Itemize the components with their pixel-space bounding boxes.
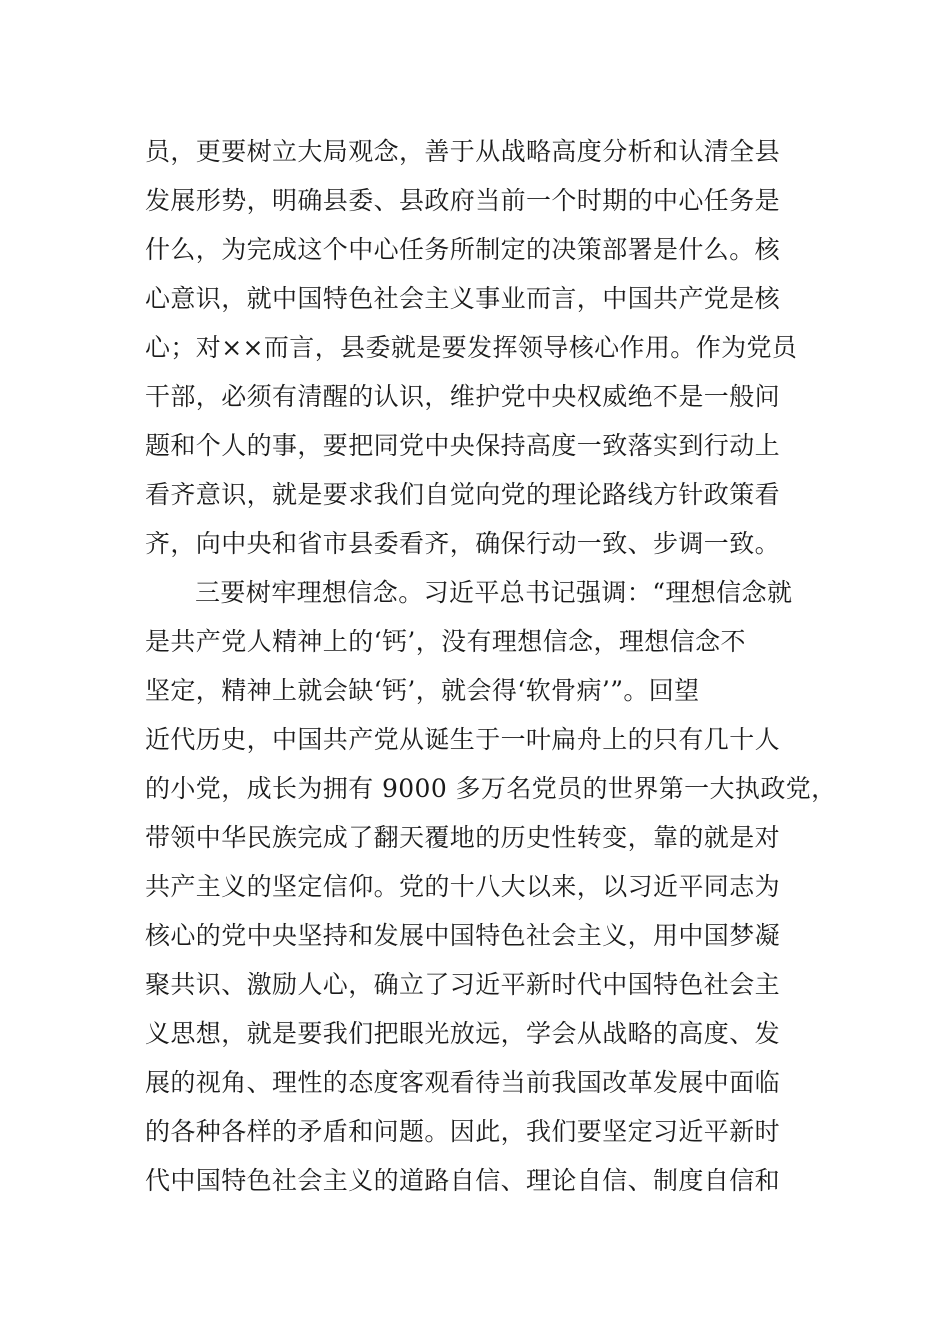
text-line: 干部，必须有清醒的认识，维护党中央权威绝不是一般问 bbox=[145, 382, 781, 411]
text-line: 共产主义的坚定信仰。党的十八大以来，以习近平同志为 bbox=[145, 872, 781, 901]
paragraph-start-line: 三要树牢理想信念。习近平总书记强调：“理想信念就 bbox=[195, 578, 793, 607]
text-line: 题和个人的事，要把同党中央保持高度一致落实到行动上 bbox=[145, 431, 781, 460]
text-line: 发展形势，明确县委、县政府当前一个时期的中心任务是 bbox=[145, 186, 781, 215]
text-line: 看齐意识，就是要求我们自觉向党的理论路线方针政策看 bbox=[145, 480, 781, 509]
text-line: 心；对××而言，县委就是要发挥领导核心作用。作为党员 bbox=[145, 333, 798, 362]
text-line: 展的视角、理性的态度客观看待当前我国改革发展中面临 bbox=[145, 1068, 781, 1097]
text-line: 坚定，精神上就会缺‘钙’，就会得‘软骨病’”。回望 bbox=[145, 676, 700, 705]
text-line: 是共产党人精神上的‘钙’，没有理想信念，理想信念不 bbox=[145, 627, 746, 656]
text-line: 员，更要树立大局观念，善于从战略高度分析和认清全县 bbox=[145, 137, 781, 166]
text-line: 的各种各样的矛盾和问题。因此，我们要坚定习近平新时 bbox=[145, 1117, 781, 1146]
text-line: 的小党，成长为拥有 9000 多万名党员的世界第一大执政党， bbox=[145, 774, 837, 803]
body-text bbox=[145, 127, 835, 1205]
text-line: 聚共识、激励人心，确立了习近平新时代中国特色社会主 bbox=[145, 970, 781, 999]
text-line: 代中国特色社会主义的道路自信、理论自信、制度自信和 bbox=[145, 1166, 781, 1195]
text-line: 带领中华民族完成了翻天覆地的历史性转变，靠的就是对 bbox=[145, 823, 781, 852]
text-line: 近代历史，中国共产党从诞生于一叶扁舟上的只有几十人 bbox=[145, 725, 781, 754]
text-line: 心意识，就中国特色社会主义事业而言，中国共产党是核 bbox=[145, 284, 781, 313]
text-line: 齐，向中央和省市县委看齐，确保行动一致、步调一致。 bbox=[145, 529, 781, 558]
text-line: 义思想，就是要我们把眼光放远，学会从战略的高度、发 bbox=[145, 1019, 781, 1048]
text-line: 核心的党中央坚持和发展中国特色社会主义，用中国梦凝 bbox=[145, 921, 781, 950]
text-line: 什么，为完成这个中心任务所制定的决策部署是什么。核 bbox=[145, 235, 781, 264]
